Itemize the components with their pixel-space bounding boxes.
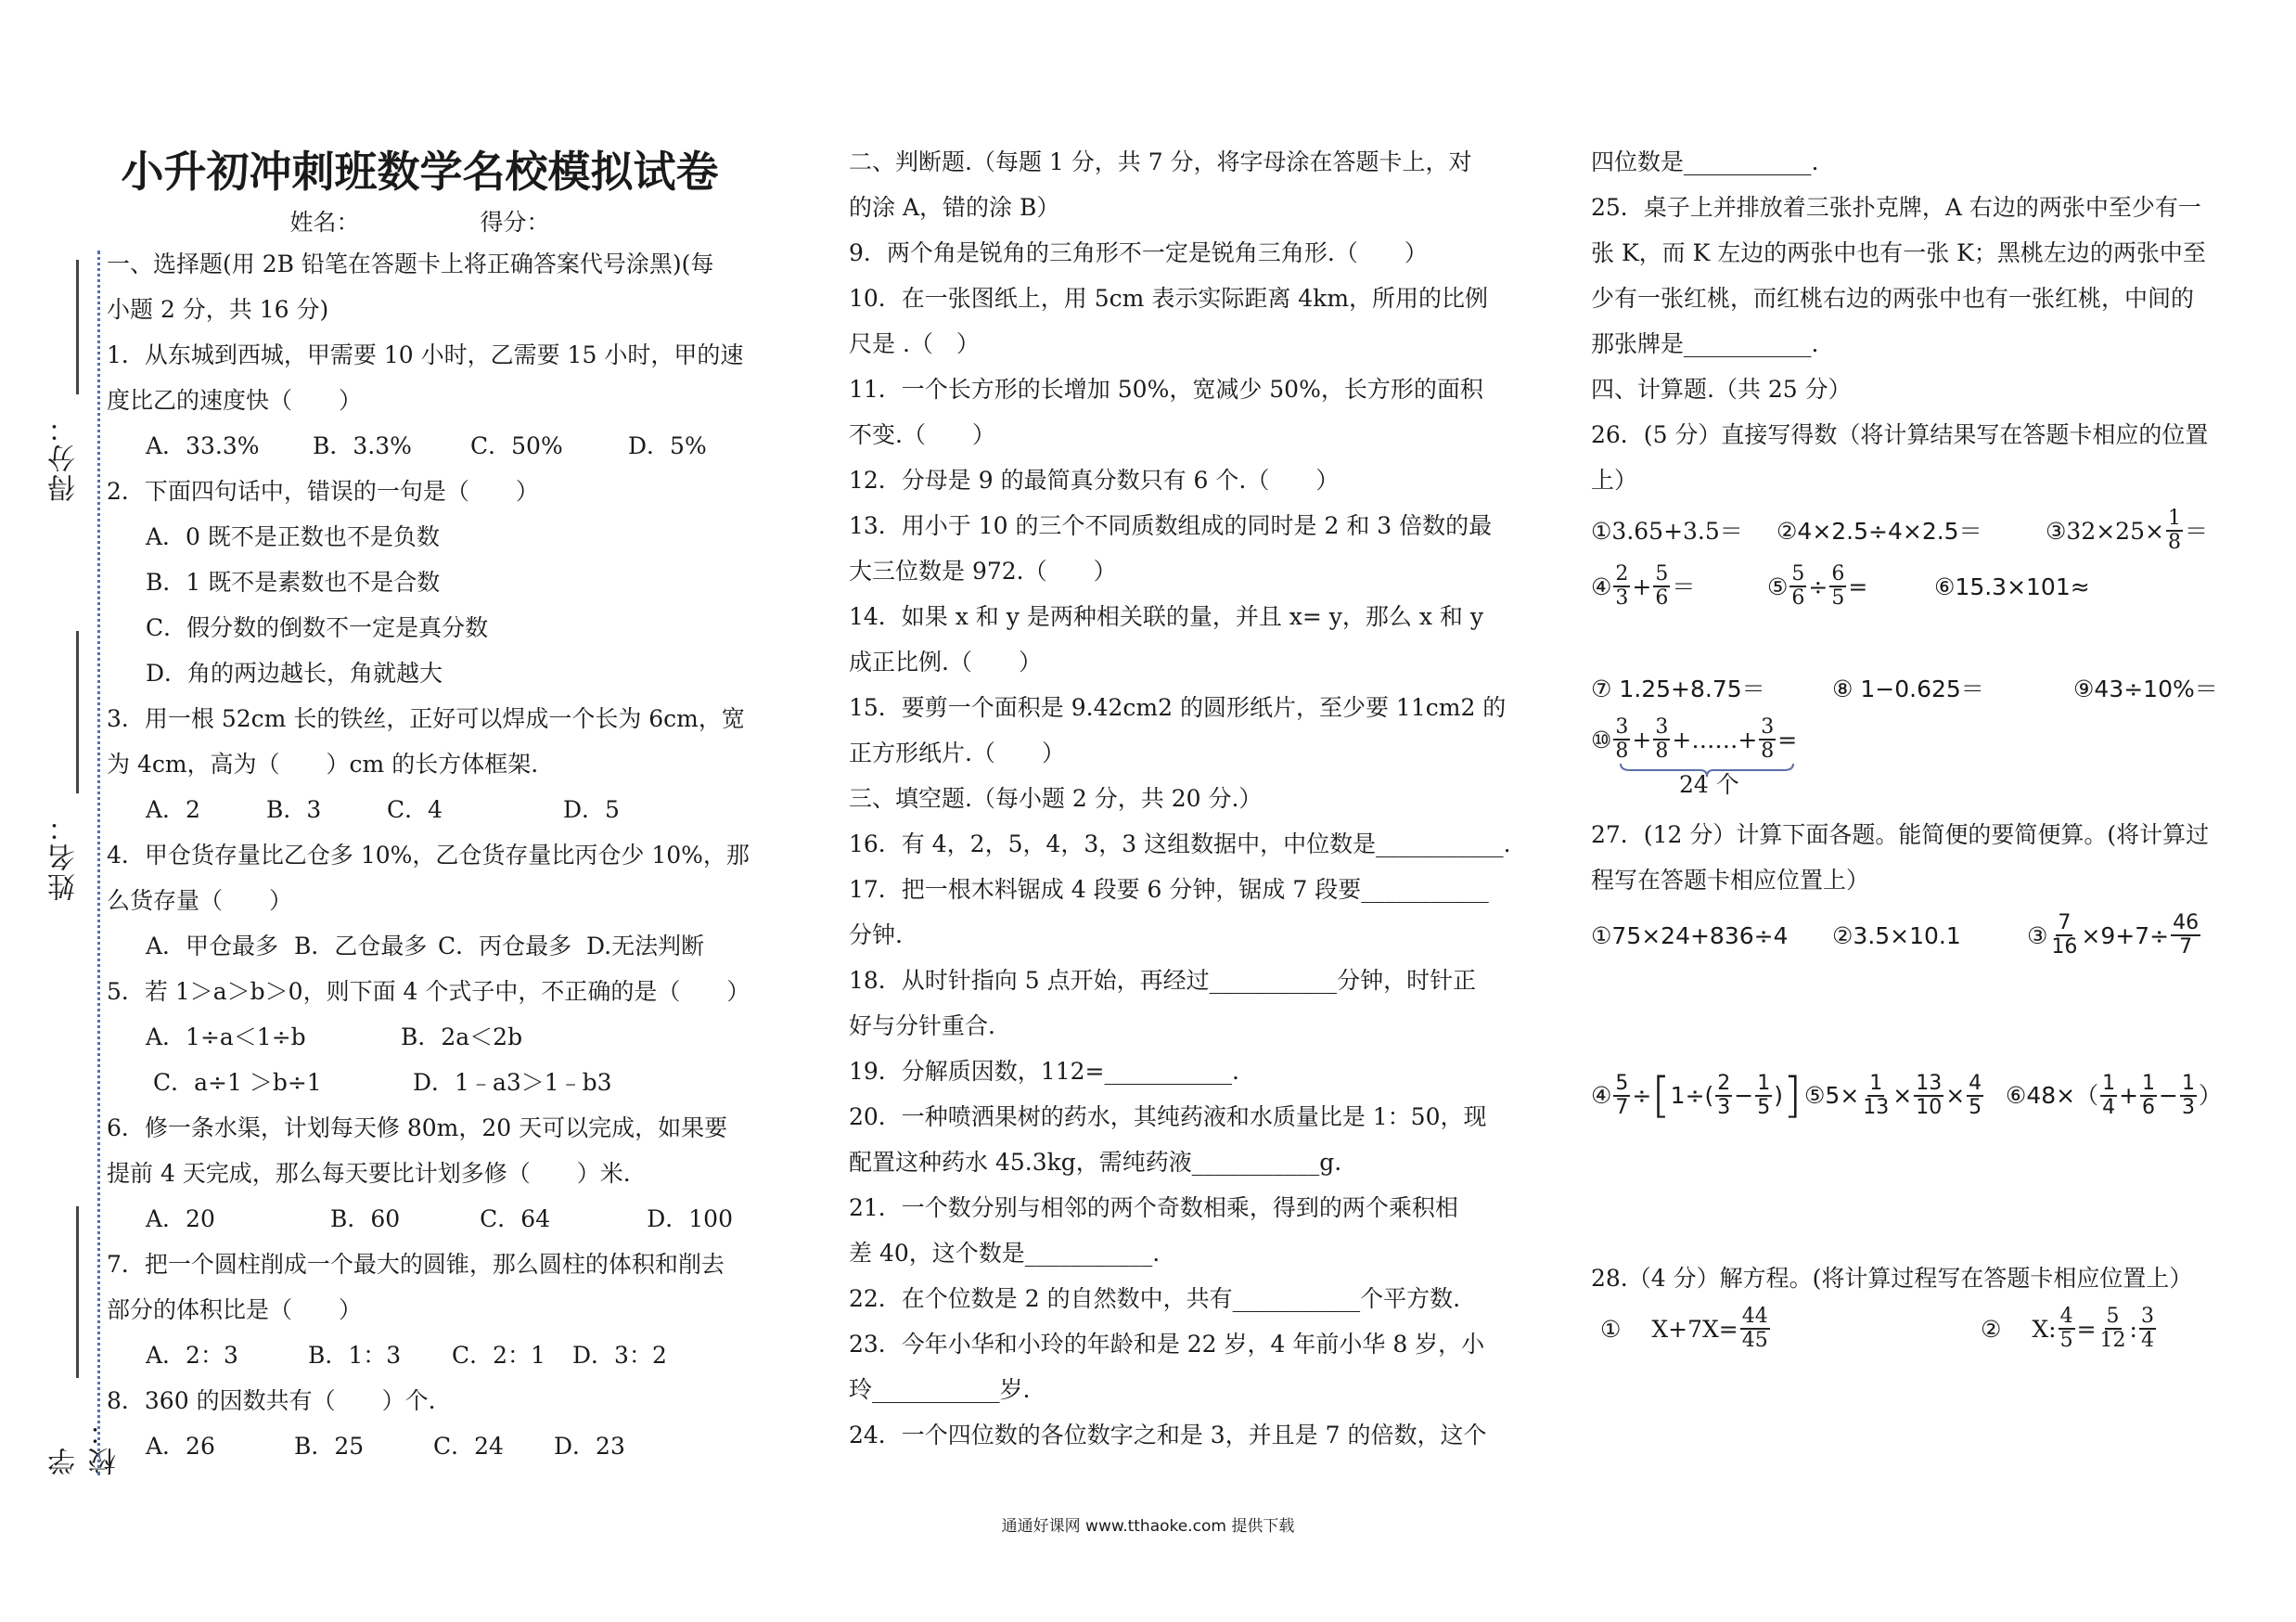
q2-option-a: A．0 既不是正数也不是负数 (146, 523, 440, 550)
q4-text: 4．甲仓货存量比乙仓多 10%，乙仓货存量比丙仓少 10%，那 (107, 842, 750, 869)
section1-heading-cont: 小题 2 分，共 16 分) (107, 296, 329, 323)
q26-text: 26．(5 分）直接写得数（将计算结果写在答题卡相应的位置 (1591, 421, 2209, 448)
q25-text-3: 少有一张红桃，而红桃右边的两张中也有一张红桃，中间的 (1591, 285, 2195, 312)
q25-text: 25．桌子上并排放着三张扑克牌，A 右边的两张中至少有一 (1591, 194, 2201, 221)
q18-text-cont: 好与分针重合. (849, 1012, 995, 1039)
q25-text-2: 张 K，而 K 左边的两张中也有一张 K；黑桃左边的两张中至 (1591, 239, 2206, 266)
calc-10-plus: + (1632, 726, 1652, 753)
name-field: 姓名： (289, 209, 360, 236)
q27-text-cont: 程写在答题卡相应位置上） (1591, 867, 1870, 894)
expr-4-minus: − (1734, 1082, 1754, 1109)
calc-10-prefix: ⑩ (1591, 726, 1612, 753)
exam-title: 小升初冲刺班数学名校模拟试卷 (121, 147, 719, 197)
expr-6-frac-3 (2180, 1073, 2197, 1119)
calc-3-prefix: ③32×25× (2046, 517, 2164, 545)
calc-5-frac-1 (1789, 563, 1806, 610)
expr-1: ①75×24+836÷4 (1591, 921, 1789, 949)
q7-option-d: D．3：2 (572, 1342, 667, 1369)
q19-text: 19．分解质因数，112=___________. (849, 1058, 1239, 1085)
expr-6-den-3: 3 (2181, 1095, 2195, 1119)
expr-6-suffix: ） (2198, 1082, 2222, 1109)
q26-row-1 (1591, 503, 2222, 559)
expr-4-right-paren: ) (1774, 1082, 1783, 1109)
q14-text: 14．如果 x 和 y 是两种相关联的量，并且 x= y，那么 x 和 y (849, 603, 1483, 630)
expr-6-plus: + (2119, 1082, 2139, 1109)
q6-option-a: A．20 (146, 1205, 215, 1232)
binding-strip (37, 251, 122, 1475)
q6-text-cont: 提前 4 天完成，那么每天要比计划多修（ ）米. (107, 1160, 631, 1187)
q10-text: 10．在一张图纸上，用 5cm 表示实际距离 4km，所用的比例 (849, 285, 1489, 312)
q6-options (107, 1196, 733, 1242)
calc-5-frac-2 (1829, 563, 1846, 610)
q8-option-d: D．23 (554, 1433, 625, 1460)
q7-option-c: C．2：1 (452, 1342, 545, 1369)
expr-4-den-2: 3 (1717, 1095, 1731, 1119)
q28-row (1591, 1301, 2222, 1357)
expr-4 (1591, 1067, 1802, 1124)
expr-5-num-3: 4 (1969, 1071, 1982, 1095)
q21-text: 21．一个数分别与相邻的两个奇数相乘，得到的两个乘积相 (849, 1194, 1458, 1221)
calc-4-op: + (1632, 573, 1652, 600)
q3-options (107, 787, 733, 832)
q5-option-c: C．a÷1 ＞b÷1 (153, 1069, 322, 1096)
binding-line-score (76, 260, 79, 394)
q4-option-c: C．丙仓最多 (438, 933, 572, 959)
expr-4-den-1: 7 (1615, 1095, 1629, 1119)
q12-text: 12．分母是 9 的最简真分数只有 6 个.（ ） (849, 467, 1340, 494)
expr-2: ②3.5×10.1 (1832, 921, 1961, 949)
expr-4-num-1: 5 (1615, 1071, 1629, 1095)
spacer (1591, 1130, 2222, 1255)
q27-row-1 (1591, 903, 2222, 968)
calc-10-count: 24 个 (1679, 771, 1739, 798)
q7-text: 7．把一个圆柱削成一个最大的圆锥，那么圆柱的体积和削去 (107, 1251, 725, 1278)
q11-text: 11．一个长方形的长增加 50%，宽减少 50%，长方形的面积 (849, 376, 1483, 403)
calc-4-frac-2 (1653, 563, 1670, 610)
expr-3-frac-1 (2049, 912, 2079, 959)
expr-6-den-1: 4 (2102, 1095, 2116, 1119)
calc-5-prefix: ⑤ (1767, 573, 1789, 600)
expr-4-den-3: 5 (1757, 1095, 1771, 1119)
expr-4-left-bracket: [ (1651, 1067, 1671, 1124)
q13-text-cont: 大三位数是 972.（ ） (849, 558, 1117, 585)
section3-heading: 三、填空题.（每小题 2 分，共 20 分.） (849, 785, 1263, 812)
calc-10-den-2: 8 (1655, 740, 1669, 763)
expr-5 (1786, 1073, 1996, 1119)
q4-option-a: A．甲仓最多 (146, 933, 279, 959)
calc-4-num-1: 2 (1615, 562, 1629, 586)
q6-option-c: C．64 (480, 1205, 551, 1232)
binding-dotted-line (97, 251, 100, 1475)
column-2 (849, 139, 1511, 1458)
q6-option-b: B．60 (330, 1205, 401, 1232)
q8-option-b: B．25 (294, 1433, 365, 1460)
calc-10-brace-area (1591, 767, 2222, 805)
expr-5-frac-1 (1861, 1073, 1891, 1119)
q11-text-cont: 不变.（ ） (849, 421, 995, 448)
column-1 (107, 139, 750, 1469)
expr-6-minus: − (2159, 1082, 2178, 1109)
q3-option-d: D．5 (563, 796, 620, 823)
q14-text-cont: 成正比例.（ ） (849, 649, 1042, 676)
calc-4 (1591, 563, 1767, 610)
q5-options-row1 (107, 1014, 733, 1060)
q7-option-a: A．2：3 (146, 1342, 238, 1369)
q27-row-2 (1591, 1061, 2222, 1130)
equation-2-num-2: 5 (2106, 1305, 2120, 1328)
equation-1-prefix: ① X+7X= (1600, 1315, 1738, 1343)
section4-heading: 四、计算题.（共 25 分） (1591, 376, 1852, 403)
name-score-row (107, 204, 733, 241)
expr-3-num-1: 7 (2058, 911, 2072, 934)
equation-2-den-3: 4 (2140, 1329, 2154, 1352)
q6-text: 6．修一条水渠，计划每天修 80m，20 天可以完成，如果要 (107, 1114, 728, 1141)
page-footer: 通通好课网 www.tthaoke.com 提供下载 (1001, 1517, 1295, 1536)
expr-5-den-2: 10 (1916, 1095, 1943, 1119)
q8-options (107, 1423, 733, 1469)
q4-option-d: D.无法判断 (586, 933, 705, 959)
expr-3-prefix: ③ (2027, 921, 2048, 949)
expr-4-prefix: ④ (1591, 1082, 1612, 1109)
expr-6-den-2: 6 (2142, 1095, 2156, 1119)
expr-3 (2027, 912, 2202, 959)
calc-5 (1767, 563, 1934, 610)
calc-5-num-1: 5 (1791, 562, 1805, 586)
binding-line-name (76, 631, 79, 793)
equation-1 (1591, 1306, 1981, 1352)
q8-option-c: C．24 (433, 1433, 504, 1460)
expr-3-den-2: 7 (2179, 935, 2193, 959)
q13-text: 13．用小于 10 的三个不同质数组成的同时是 2 和 3 倍数的最 (849, 512, 1493, 539)
q23-text-cont: 玲___________岁. (849, 1376, 1031, 1403)
binding-score-label: 得分： (48, 413, 81, 502)
calc-5-suffix: = (1848, 573, 1868, 600)
calc-10-dots: +……+ (1672, 726, 1758, 753)
q20-text: 20．一种喷洒果树的药水，其纯药液和水质量比是 1：50，现 (849, 1103, 1487, 1130)
q10-text-cont: 尺是 .（ ） (849, 330, 980, 357)
calc-10-frac-1 (1613, 716, 1630, 763)
q26-row-3 (1591, 665, 2222, 712)
calc-6: ⑥15.3×101≈ (1934, 573, 2090, 600)
q28-text: 28.（4 分）解方程。(将计算过程写在答题卡相应位置上） (1591, 1265, 2193, 1292)
section2-heading: 二、判断题.（每题 1 分，共 7 分，将字母涂在答题卡上，对 (849, 148, 1472, 175)
expr-5-frac-3 (1967, 1073, 1983, 1119)
q25-text-4: 那张牌是___________. (1591, 330, 1819, 357)
q1-option-b: B．3.3% (313, 432, 412, 459)
section2-heading-cont: 的涂 A，错的涂 B） (849, 194, 1060, 221)
q4-options (107, 923, 733, 969)
q26-row-4 (1591, 712, 2222, 767)
calc-10-frac-3 (1759, 716, 1776, 763)
equation-2-prefix: ② X: (1981, 1315, 2057, 1343)
expr-5-prefix: ⑤5× (1804, 1082, 1860, 1109)
expr-6-prefix: ⑥48×（ (2005, 1082, 2099, 1109)
q3-option-c: C．4 (387, 796, 443, 823)
q20-text-cont: 配置这种药水 45.3kg，需纯药液___________g. (849, 1149, 1342, 1176)
calc-10-den-1: 8 (1615, 740, 1629, 763)
q2-option-c: C．假分数的倒数不一定是真分数 (146, 614, 489, 641)
q16-text: 16．有 4，2，5，4，3，3 这组数据中，中位数是___________. (849, 830, 1511, 857)
q3-option-a: A．2 (146, 796, 200, 823)
q23-text: 23．今年小华和小玲的年龄和是 22 岁，4 年前小华 8 岁，小 (849, 1331, 1485, 1358)
q1-option-d: D．5% (628, 432, 707, 459)
calc-4-num-2: 5 (1655, 562, 1669, 586)
calc-10-num-3: 3 (1761, 715, 1775, 739)
equation-2-frac-1 (2059, 1306, 2075, 1352)
calc-4-frac-1 (1613, 563, 1630, 610)
expr-4-right-bracket: ] (1783, 1067, 1802, 1124)
expr-4-div: ÷ (1632, 1082, 1652, 1109)
equation-2-frac-2 (2098, 1306, 2128, 1352)
equation-2 (1981, 1306, 2158, 1352)
equation-2-equals: = (2076, 1315, 2097, 1343)
calc-10-num-1: 3 (1615, 715, 1629, 739)
q1-option-a: A．33.3% (146, 432, 260, 459)
q2-option-d: D．角的两边越长，角就越大 (146, 660, 443, 687)
calc-3-fraction (2166, 508, 2183, 554)
expr-4-frac-3 (1755, 1073, 1772, 1119)
expr-5-num-1: 1 (1869, 1071, 1883, 1095)
spacer (1591, 968, 2222, 1061)
expr-6-num-1: 1 (2102, 1071, 2116, 1095)
q7-option-b: B．1：3 (308, 1342, 402, 1369)
binding-school-label: 学校： (48, 1416, 122, 1475)
q22-text: 22．在个位数是 2 的自然数中，共有___________个平方数. (849, 1285, 1461, 1312)
q9-text: 9．两个角是锐角的三角形不一定是锐角三角形.（ ） (849, 239, 1428, 266)
q3-option-b: B．3 (266, 796, 322, 823)
expr-5-frac-2 (1914, 1073, 1943, 1119)
q1-text: 1．从东城到西城，甲需要 10 小时，乙需要 15 小时，甲的速 (107, 341, 744, 368)
q8-text: 8．360 的因数共有（ ）个. (107, 1387, 436, 1414)
calc-3-den: 8 (2167, 531, 2181, 554)
q4-text-cont: 么货存量（ ） (107, 887, 293, 914)
expr-5-den-3: 5 (1969, 1095, 1982, 1119)
calc-1: ①3.65+3.5＝ (1591, 517, 1743, 545)
expr-4-num-3: 1 (1757, 1071, 1771, 1095)
q7-text-cont: 部分的体积比是（ ） (107, 1296, 363, 1323)
calc-3 (2046, 508, 2208, 554)
expr-3-mid: ×9+7÷ (2081, 921, 2170, 949)
equation-2-frac-3 (2139, 1306, 2156, 1352)
q27-text: 27．(12 分）计算下面各题。能简便的要简便算。(将计算过 (1591, 821, 2210, 848)
equation-2-num-1: 4 (2059, 1305, 2073, 1328)
expr-6-num-3: 1 (2181, 1071, 2195, 1095)
q18-text: 18．从时针指向 5 点开始，再经过___________分钟，时针正 (849, 967, 1477, 994)
equation-1-frac (1740, 1306, 1770, 1352)
spacer (1591, 614, 2222, 665)
expr-3-den-1: 16 (2051, 935, 2078, 959)
q17-text: 17．把一根木料锯成 4 段要 6 分钟，锯成 7 段要___________ (849, 876, 1489, 903)
q4-option-b: B．乙仓最多 (294, 933, 428, 959)
equation-2-num-3: 3 (2140, 1305, 2154, 1328)
q5-option-d: D．1﹣a3＞1﹣b3 (413, 1069, 612, 1096)
q6-option-d: D．100 (647, 1205, 733, 1232)
q21-text-cont: 差 40，这个数是___________. (849, 1240, 1161, 1267)
calc-10-num-2: 3 (1655, 715, 1669, 739)
q1-option-c: C．50% (470, 432, 563, 459)
q3-text-cont: 为 4cm，高为（ ）cm 的长方体框架. (107, 751, 539, 778)
calc-5-num-2: 6 (1831, 562, 1845, 586)
calc-9: ⑨43÷10%＝ (2073, 675, 2218, 702)
q2-option-b: B．1 既不是素数也不是合数 (146, 569, 441, 596)
expr-5-den-1: 13 (1863, 1095, 1890, 1119)
q1-options (107, 423, 733, 469)
expr-6-frac-1 (2100, 1073, 2117, 1119)
q3-text: 3．用一根 52cm 长的铁丝，正好可以焊成一个长为 6cm，宽 (107, 705, 745, 732)
q5-option-b: B．2a＜2b (401, 1023, 523, 1050)
q15-text: 15．要剪一个面积是 9.42cm2 的圆形纸片，至少要 11cm2 的 (849, 694, 1507, 721)
expr-5-times-1: × (1892, 1082, 1913, 1109)
q8-option-a: A．26 (146, 1433, 215, 1460)
expr-4-inner: 1÷( (1670, 1082, 1714, 1109)
expr-5-num-2: 13 (1916, 1071, 1943, 1095)
q17-text-cont: 分钟. (849, 921, 903, 948)
q7-options (107, 1332, 733, 1378)
calc-3-suffix: ＝ (2184, 517, 2208, 545)
calc-2: ②4×2.5÷4×2.5＝ (1777, 517, 1982, 545)
section1-heading: 一、选择题(用 2B 铅笔在答题卡上将正确答案代号涂黑)(每 (107, 251, 714, 277)
equation-2-colon: : (2129, 1315, 2137, 1343)
calc-4-den-2: 6 (1655, 586, 1669, 610)
q26-text-cont: 上） (1591, 467, 1638, 494)
calc-3-num: 1 (2167, 507, 2181, 530)
expr-3-num-2: 46 (2173, 911, 2200, 934)
q15-text-cont: 正方形纸片.（ ） (849, 740, 1065, 766)
column-3 (1591, 139, 2222, 1357)
equation-2-den-2: 12 (2099, 1329, 2126, 1352)
calc-5-den-1: 6 (1791, 586, 1805, 610)
q26-row-2 (1591, 559, 2222, 614)
q24-text-cont: 四位数是___________. (1591, 148, 1819, 175)
expr-4-num-2: 2 (1717, 1071, 1731, 1095)
equation-1-num: 44 (1741, 1305, 1768, 1328)
calc-5-op: ÷ (1808, 573, 1828, 600)
calc-4-prefix: ④ (1591, 573, 1612, 600)
expr-5-times-2: × (1945, 1082, 1966, 1109)
calc-5-den-2: 5 (1831, 586, 1845, 610)
equation-1-den: 45 (1741, 1329, 1768, 1352)
q5-option-a: A．1÷a＜1÷b (146, 1023, 306, 1050)
equation-2-den-1: 5 (2059, 1329, 2073, 1352)
calc-10-frac-2 (1653, 716, 1670, 763)
calc-10-suffix: = (1777, 726, 1798, 753)
calc-10-den-3: 8 (1761, 740, 1775, 763)
q5-text: 5．若 1＞a＞b＞0，则下面 4 个式子中，不正确的是（ ） (107, 978, 750, 1005)
calc-4-den-1: 3 (1615, 586, 1629, 610)
calc-7: ⑦ 1.25+8.75＝ (1591, 675, 1765, 702)
expr-6-num-2: 1 (2142, 1071, 2156, 1095)
score-field: 得分： (480, 209, 550, 236)
q2-text: 2．下面四句话中，错误的一句是（ ） (107, 478, 539, 505)
q5-options-row2 (107, 1060, 733, 1105)
expr-6-frac-2 (2140, 1073, 2157, 1119)
calc-4-suffix: ＝ (1672, 573, 1696, 600)
expr-4-frac-1 (1613, 1073, 1630, 1119)
expr-4-frac-2 (1715, 1073, 1732, 1119)
binding-name-label: 姓名： (48, 812, 81, 901)
expr-3-frac-2 (2171, 912, 2200, 959)
q1-text-cont: 度比乙的速度快（ ） (107, 387, 363, 414)
binding-line-school (76, 1206, 79, 1378)
q24-text: 24．一个四位数的各位数字之和是 3，并且是 7 的倍数，这个 (849, 1422, 1487, 1448)
expr-6 (1996, 1073, 2222, 1119)
calc-8: ⑧ 1−0.625＝ (1832, 675, 1984, 702)
calc-10 (1591, 716, 1797, 763)
